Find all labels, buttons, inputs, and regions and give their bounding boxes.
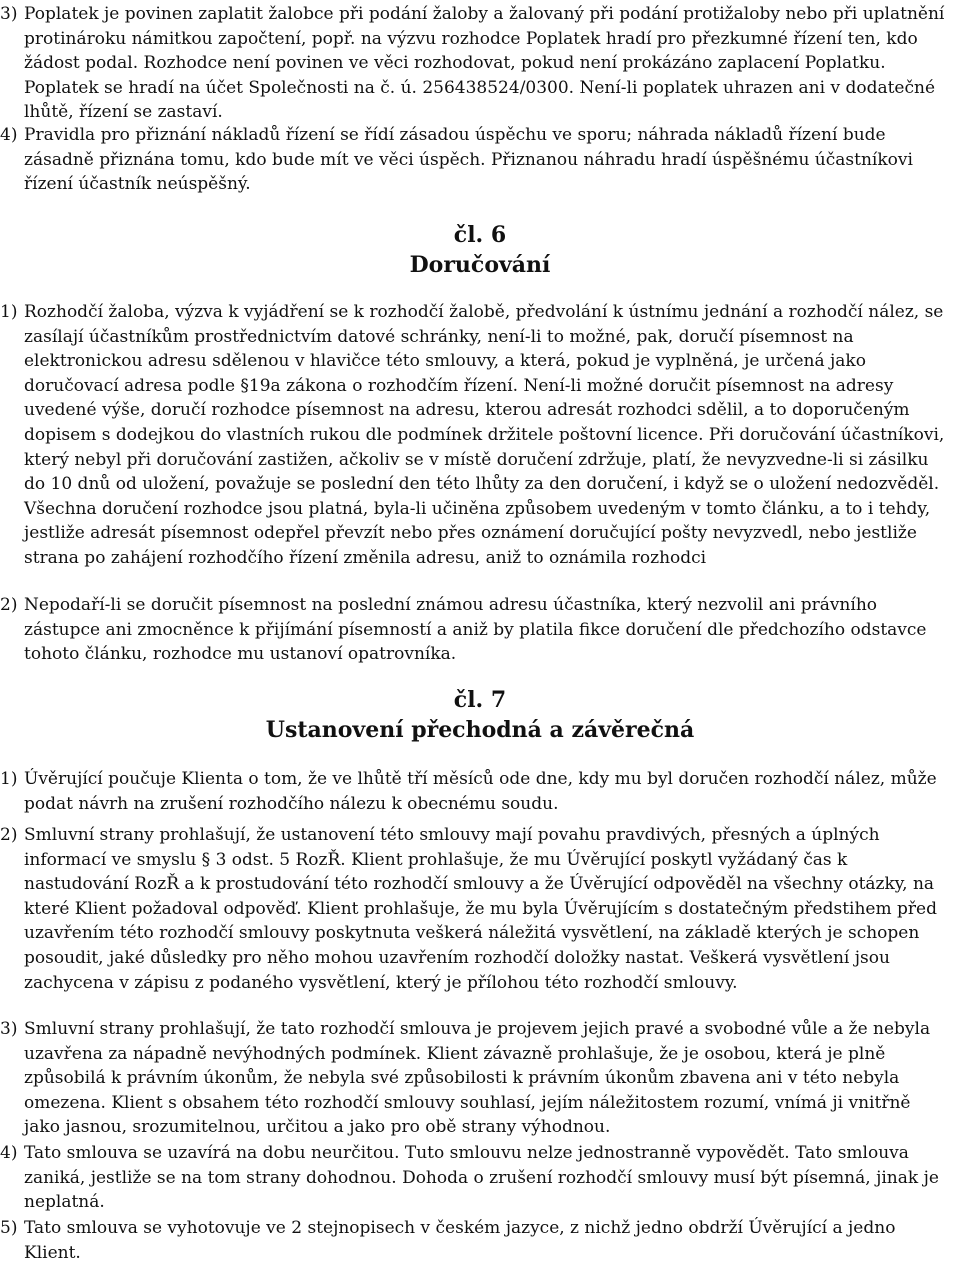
item-text: Rozhodčí žaloba, výzva k vyjádření se k rozhodčí žalobě, předvolání k ústnímu jednání a rozhodčí nález, se zasílají účastníkům prostřednictvím datové schránky, není-li to možné, pak, doručí písemnost na elektronickou adresu sdělenou v hlavičce této smlouvy, a která, pokud je vyplněná, je určená jako doručovací adresa podle §19a zákona o rozhodčím řízení. Není-li možné doručit písemnost na adresy uvedené výše, doručí rozhodce písemnost na adresu, kterou adresát rozhodci sdělil, a to doporučeným dopisem s dodejkou do vlastních rukou dle podmínek držitele poštovní licence. Při doručování účastníkovi, který nebyl při doručování zastižen, ačkoliv se v místě doručení zdržuje, platí, že nevyzvedne-li si zásilku do 10 dnů od uložení, považuje se poslední den této lhůty za den doručení, i když se o uložení nedozvěděl. Všechna doručení rozhodce jsou platná, byla-li učiněna způsobem uvedeným v tomto článku, a to i tehdy, jestliže adresát písemnost odepřel převzít nebo přes oznámení doručující pošty nevyzvedl, nebo jestliže strana po zahájení rozhodčího řízení změnila adresu, aniž to oznámila rozhodci	[24, 302, 945, 568]
item-number: 3)	[0, 1019, 18, 1039]
article-7-item-2	[0, 823, 948, 995]
item-number: 1)	[0, 302, 18, 322]
item-number: 3)	[0, 4, 18, 24]
article-7-item-1	[0, 767, 948, 816]
article-6-item-1	[0, 300, 948, 571]
item-number: 4)	[0, 125, 18, 145]
article-7-heading	[0, 685, 960, 745]
item-text: Smluvní strany prohlašují, že tato rozhodčí smlouva je projevem jejich pravé a svobodné vůle a že nebyla uzavřena za nápadně nevýhodných podmínek. Klient závazně prohlašuje, že je osobou, která je plně způsobilá k právním úkonům, že nebyla své způsobilosti k právním úkonům zbavena ani v této nebyla omezena. Klient s obsahem této rozhodčí smlouvy souhlasí, jejím náležitostem rozumí, vnímá ji vnitřně jako jasnou, srozumitelnou, určitou a jako pro obě strany výhodnou.	[24, 1019, 931, 1138]
item-number: 5)	[0, 1218, 18, 1238]
item-text: Úvěrující poučuje Klienta o tom, že ve lhůtě tří měsíců ode dne, kdy mu byl doručen rozhodčí nález, může podat návrh na zrušení rozhodčího nálezu k obecnému soudu.	[24, 769, 937, 814]
item-3-top	[0, 2, 948, 125]
item-number: 1)	[0, 769, 18, 789]
article-title: Doručování	[409, 252, 551, 278]
item-text: Tato smlouva se vyhotovuje ve 2 stejnopisech v českém jazyce, z nichž jedno obdrží Úvěrující a jedno Klient.	[24, 1218, 896, 1263]
article-title: Ustanovení přechodná a závěrečná	[265, 717, 695, 743]
item-number: 4)	[0, 1143, 18, 1163]
article-6-heading	[0, 220, 960, 280]
article-7-item-5	[0, 1216, 948, 1265]
item-number: 2)	[0, 595, 18, 615]
item-text: Nepodaří-li se doručit písemnost na poslední známou adresu účastníka, který nezvolil ani právního zástupce ani zmocněnce k přijímání písemností a aniž by platila fikce doručení dle předchozího odstavce tohoto článku, rozhodce mu ustanoví opatrovníka.	[24, 595, 927, 665]
article-number: čl. 6	[453, 222, 507, 248]
item-text: Pravidla pro přiznání nákladů řízení se řídí zásadou úspěchu ve sporu; náhrada nákladů řízení bude zásadně přiznána tomu, kdo bude mít ve věci úspěch. Přiznanou náhradu hradí úspěšnému účastníkovi řízení účastník neúspěšný.	[24, 125, 913, 195]
item-number: 2)	[0, 825, 18, 845]
article-6-item-2	[0, 593, 948, 667]
item-4-top	[0, 123, 948, 197]
item-text: Poplatek je povinen zaplatit žalobce při podání žaloby a žalovaný při podání protižaloby nebo při uplatnění protinároku námitkou započtení, popř. na výzvu rozhodce Poplatek hradí pro přezkumné řízení ten, kdo žádost podal. Rozhodce není povinen ve věci rozhodovat, pokud není prokázáno zaplacení Poplatku. Poplatek se hradí na účet Společnosti na č. ú. 256438524/0300. Není-li poplatek uhrazen ani v dodatečné lhůtě, řízení se zastaví.	[24, 4, 945, 123]
article-7-item-3	[0, 1017, 948, 1140]
item-text: Smluvní strany prohlašují, že ustanovení této smlouvy mají povahu pravdivých, přesných a úplných informací ve smyslu § 3 odst. 5 RozŘ. Klient prohlašuje, že mu Úvěrující poskytl vyžádaný čas k nastudování RozŘ a k prostudování této rozhodčí smlouvy a že Úvěrující odpověděl na všechny otázky, na které Klient požadoval odpověď. Klient prohlašuje, že mu byla Úvěrujícím s dostatečným předstihem před uzavřením této rozhodčí smlouvy poskytnuta veškerá náležitá vysvětlení, na základě kterých je schopen posoudit, jaké důsledky pro něho mohou uzavřením rozhodčí doložky nastat. Veškerá vysvětlení jsou zachycena v zápisu z podaného vysvětlení, který je přílohou této rozhodčí smlouvy.	[24, 825, 937, 993]
item-text: Tato smlouva se uzavírá na dobu neurčitou. Tuto smlouvu nelze jednostranně vypovědět. Tato smlouva zaniká, jestliže se na tom strany dohodnou. Dohoda o zrušení rozhodčí smlouvy musí být písemná, jinak je neplatná.	[24, 1143, 939, 1213]
article-number: čl. 7	[453, 687, 507, 713]
article-7-item-4	[0, 1141, 948, 1215]
